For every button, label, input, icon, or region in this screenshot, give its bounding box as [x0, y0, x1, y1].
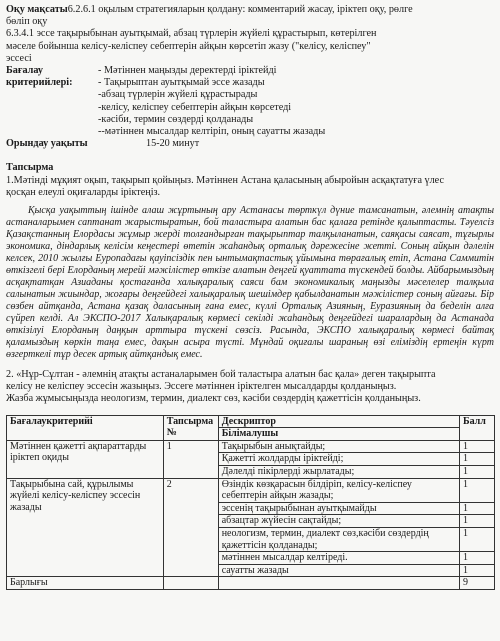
task-title: Тапсырма [6, 162, 54, 174]
criteria-item: -кәсіби, термин сөздерді қолданады [98, 113, 254, 125]
task-number-cell: 2 [163, 478, 218, 577]
lesson-header [6, 0, 494, 150]
criteria-row [6, 77, 494, 138]
header-task: Тапсырма № [163, 415, 218, 440]
task2-line-2: келісу не келіспеу эссесін жазыңыз. Эссеге мәтіннен іріктелген мысалдарды қолданыңыз. [6, 381, 397, 393]
descriptor-cell: Қажетті жолдарды іріктейді; [218, 453, 459, 466]
goal-line-5: эссесі [6, 52, 32, 64]
total-empty-cell [163, 577, 218, 590]
goal-line-1 [6, 4, 494, 16]
total-row [7, 577, 495, 590]
task2-block [6, 369, 494, 406]
criteria-item: - Тақырыптан ауытқымай эссе жазады [98, 77, 265, 89]
goal-line-2: бөліп оқу [6, 16, 48, 28]
time-label: Орындау уақыты [6, 138, 88, 150]
criteria-list [98, 77, 494, 138]
goal-text-1: 6.2.6.1 оқылым стратегияларын қолдану: комментарий жасау, іріктеп оқу, рөлге [67, 4, 413, 15]
assessment-row [6, 65, 494, 77]
goal-line-4: мәселе бойынша келісу-келіспеу себептерін айқын көрсетіп жазу ("келісу, келіспеу" [6, 40, 371, 52]
points-cell: 1 [459, 502, 494, 515]
goal-label: Оқу мақсаты [6, 4, 68, 15]
descriptor-cell: эссенің тақырыбынан ауытқымайды [218, 502, 459, 515]
task-number-cell: 1 [163, 440, 218, 478]
task1-line-1: 1.Мәтінді мұқият оқып, тақырып қойыңыз. Мәтіннен Астана қаласының абыройын асқақтатуға үлес [6, 174, 444, 186]
table-row [7, 478, 495, 502]
points-cell: 1 [459, 478, 494, 502]
points-cell: 1 [459, 528, 494, 552]
criteria-item: -келісу, келіспеу себептерін айқын көрсетеді [98, 101, 292, 113]
assessment-label: Бағалау [6, 65, 44, 77]
descriptor-cell: Дәлелді пікірлерді жырлатады; [218, 466, 459, 479]
criteria-label: критерийлері: [6, 77, 73, 89]
points-cell: 1 [459, 466, 494, 479]
criteria-item: -абзац түрлерін жүйелі құрастырады [98, 89, 258, 101]
descriptor-cell: абзацтар жүйесін сақтайды; [218, 515, 459, 528]
total-label: Барлығы [7, 577, 164, 590]
criterion-cell: Тақырыбына сай, құрылымы жүйелі келісу-келіспеу эссесін жазады [7, 478, 164, 577]
points-cell: 1 [459, 552, 494, 565]
header-points: Балл [459, 415, 494, 440]
descriptor-cell: Тақырыбын анықтайды; [218, 440, 459, 453]
table-header-row [7, 415, 495, 428]
points-cell: 1 [459, 453, 494, 466]
assessment-item-0: - Мәтіннен маңызды деректерді іріктейді [98, 65, 277, 77]
rubric-table [6, 415, 495, 590]
goal-line-3: 6.3.4.1 эссе тақырыбынан ауытқымай, абзац түрлерін жүйелі құрастырып, көтерілген [6, 28, 377, 40]
points-cell: 1 [459, 515, 494, 528]
points-cell: 1 [459, 564, 494, 577]
time-value: 15-20 минут [146, 138, 200, 150]
header-descriptor: Дескриптор [218, 415, 459, 428]
time-row [6, 138, 494, 150]
points-cell: 1 [459, 440, 494, 453]
table-row [7, 440, 495, 453]
criterion-cell: Мәтіннен қажетті ақпараттарды іріктеп оқиды [7, 440, 164, 478]
task2-line-1: 2. «Нұр-Сұлтан - әлемнің атақты астаналарымен бой таластыра алатын бас қала» деген тақырыпта [6, 369, 436, 381]
descriptor-cell: мәтіннен мысалдар келтіреді. [218, 552, 459, 565]
reading-passage: Қысқа уақыттың ішінде алаш жұртының ару Астанасы төрткүл дүние тамсанатын, әлемнің атақты астаналарымен саптанат жарыстыратын, бой таластыра алатын бас қалаға ретінде қалыптасты. Тәуелсіз Қазақстанның Елордасы жұмыр жерді толғандырған тақырыптар талқыланатын, саяқасы саясат, тұғырлы экономика, діндарлық келісім кеңестері өтетін жаһандық орталық дәрежесіне жетті. Соның айқын дәлелін келсек, 2010 жылғы Еуропадағы қауіпсіздік пен ынтымақтастық ұйымына төрағалық етіп, Астана Саммитін өткізгелі бері Елорданың мерейі мәжілістер өткізе алатын деңгей қуаттата түскендей болды. Айбарымыздың асқақтатқан Азиаданы қостағанда халықаралық саяси бам экономикалық маңызды мәселелер талқыла салынатын жиындар, жоғары деңгейдегі халықаралық шешімдер қабылданатын мәжілістер соның айғағы. Бір сөзбен айтқанда, Астана қазақ даласының ғана емес, күллі Орталық Азияның, Еуразияның да беделін алға сүйреп келді. Ал ЭКСПО-2017 Халықаралық көрмесі секілді жаһандық деңгейдегі шаралардың да Астанада өткізілуі Елорданың даңқын арттыра түскені сөзсіз. Расында, ЭКСПО халықаралық көрмесі байтақ қаламыздың көркін таңа емес, дақын асыра түсті. Мұндай оқиғалы шараның өзі еліміздің ертеңін күрт өзгерткелі тұр десек артық айтқандық емес. [6, 205, 494, 361]
subheader-student: Білімалушы [218, 428, 459, 441]
descriptor-cell: Өзіндік көзқарасын білдіріп, келісу-келіспеу себептерін айқын жазады; [218, 478, 459, 502]
total-value: 9 [459, 577, 494, 590]
task1-line-2: қосқан елеулі оқиғаларды іріктеңіз. [6, 186, 161, 198]
criteria-item: --мәтіннен мысалдар келтіріп, оның сауатты жазады [98, 126, 326, 138]
descriptor-cell: неологизм, термин, диалект сөз,кәсіби сөздердің қажеттісін қолданады; [218, 528, 459, 552]
header-criteria: Бағалаукритерийі [7, 415, 164, 440]
task2-line-3: Жазба жұмысыңызда неологизм, термин, диалект сөз, кәсіби сөздердің қажеттісін қолданыңыз. [6, 393, 421, 405]
descriptor-cell: сауатты жазады [218, 564, 459, 577]
total-empty-cell [218, 577, 459, 590]
